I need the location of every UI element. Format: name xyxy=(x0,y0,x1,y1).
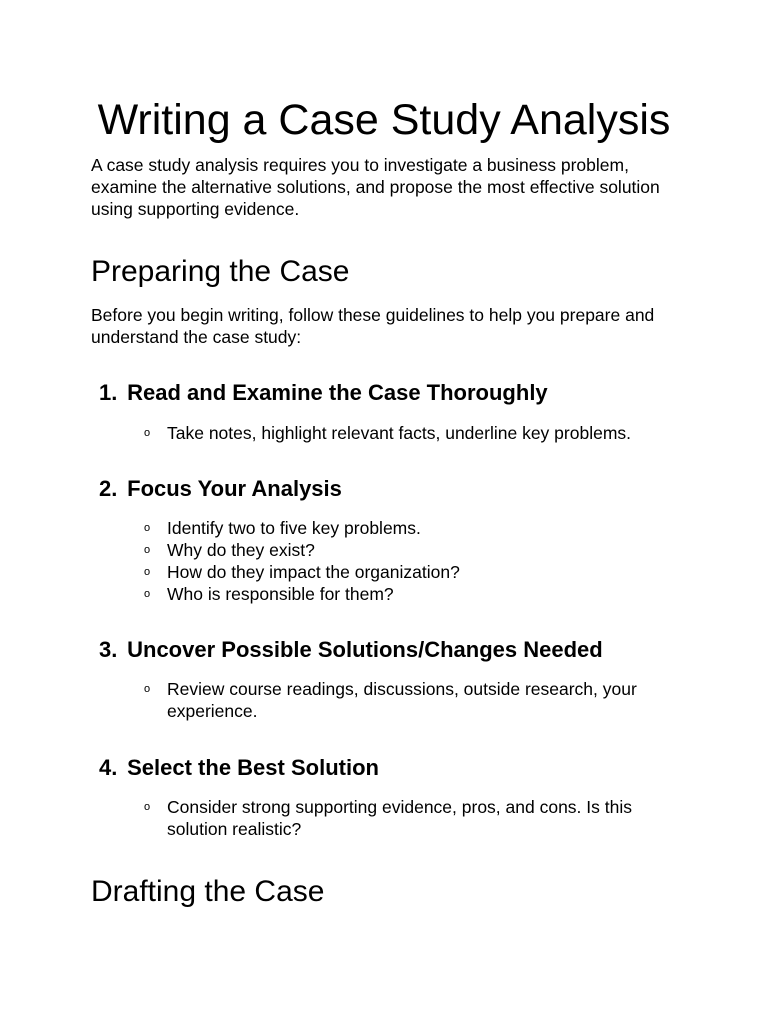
list-item xyxy=(99,796,647,840)
list-item-text: Who is responsible for them? xyxy=(167,584,394,604)
step-number: 3. xyxy=(99,637,118,662)
list-item xyxy=(99,583,719,605)
step-4 xyxy=(99,754,719,840)
step-3 xyxy=(99,636,719,722)
bullet-marker: o xyxy=(144,683,151,695)
intro-paragraph: A case study analysis requires you to investigate a business problem, examine the alternative solutions, and propose the most effective solution using supporting evidence. xyxy=(91,155,660,219)
list-item-text: Take notes, highlight relevant facts, underline key problems. xyxy=(167,423,632,443)
step-2 xyxy=(99,475,719,605)
list-item-text: Review course readings, discussions, outside research, your experience. xyxy=(167,679,637,721)
step-heading xyxy=(99,475,719,503)
bullet-marker: o xyxy=(144,544,151,556)
section-heading-drafting: Drafting the Case xyxy=(91,875,325,908)
bullet-marker: o xyxy=(144,588,151,600)
list-item xyxy=(99,561,719,583)
bullet-list xyxy=(99,422,719,444)
list-item xyxy=(99,539,719,561)
preparing-paragraph: Before you begin writing, follow these guidelines to help you prepare and understand the case study: xyxy=(91,305,655,347)
step-heading xyxy=(99,754,719,782)
list-item xyxy=(99,517,719,539)
bullet-list xyxy=(99,678,719,722)
step-heading xyxy=(99,636,719,664)
list-item-text: Consider strong supporting evidence, pros, and cons. Is this solution realistic? xyxy=(167,797,632,839)
step-heading xyxy=(99,379,719,407)
bullet-marker: o xyxy=(144,566,151,578)
list-item-text: Identify two to five key problems. xyxy=(167,518,421,538)
list-item-text: Why do they exist? xyxy=(167,540,315,560)
step-number: 1. xyxy=(99,380,118,405)
document-title: Writing a Case Study Analysis xyxy=(97,96,671,144)
list-item xyxy=(99,422,719,444)
section-heading-preparing: Preparing the Case xyxy=(91,255,350,288)
bullet-marker: o xyxy=(144,522,151,534)
step-title: Uncover Possible Solutions/Changes Needed xyxy=(127,637,603,662)
bullet-list xyxy=(99,796,719,840)
step-number: 4. xyxy=(99,755,118,780)
step-title: Focus Your Analysis xyxy=(127,476,342,501)
list-item-text: How do they impact the organization? xyxy=(167,562,460,582)
step-title: Read and Examine the Case Thoroughly xyxy=(127,380,548,405)
bullet-list xyxy=(99,517,719,605)
step-number: 2. xyxy=(99,476,118,501)
bullet-marker: o xyxy=(144,801,151,813)
list-item xyxy=(99,678,677,722)
step-1 xyxy=(99,379,719,444)
bullet-marker: o xyxy=(144,427,151,439)
step-title: Select the Best Solution xyxy=(127,755,379,780)
